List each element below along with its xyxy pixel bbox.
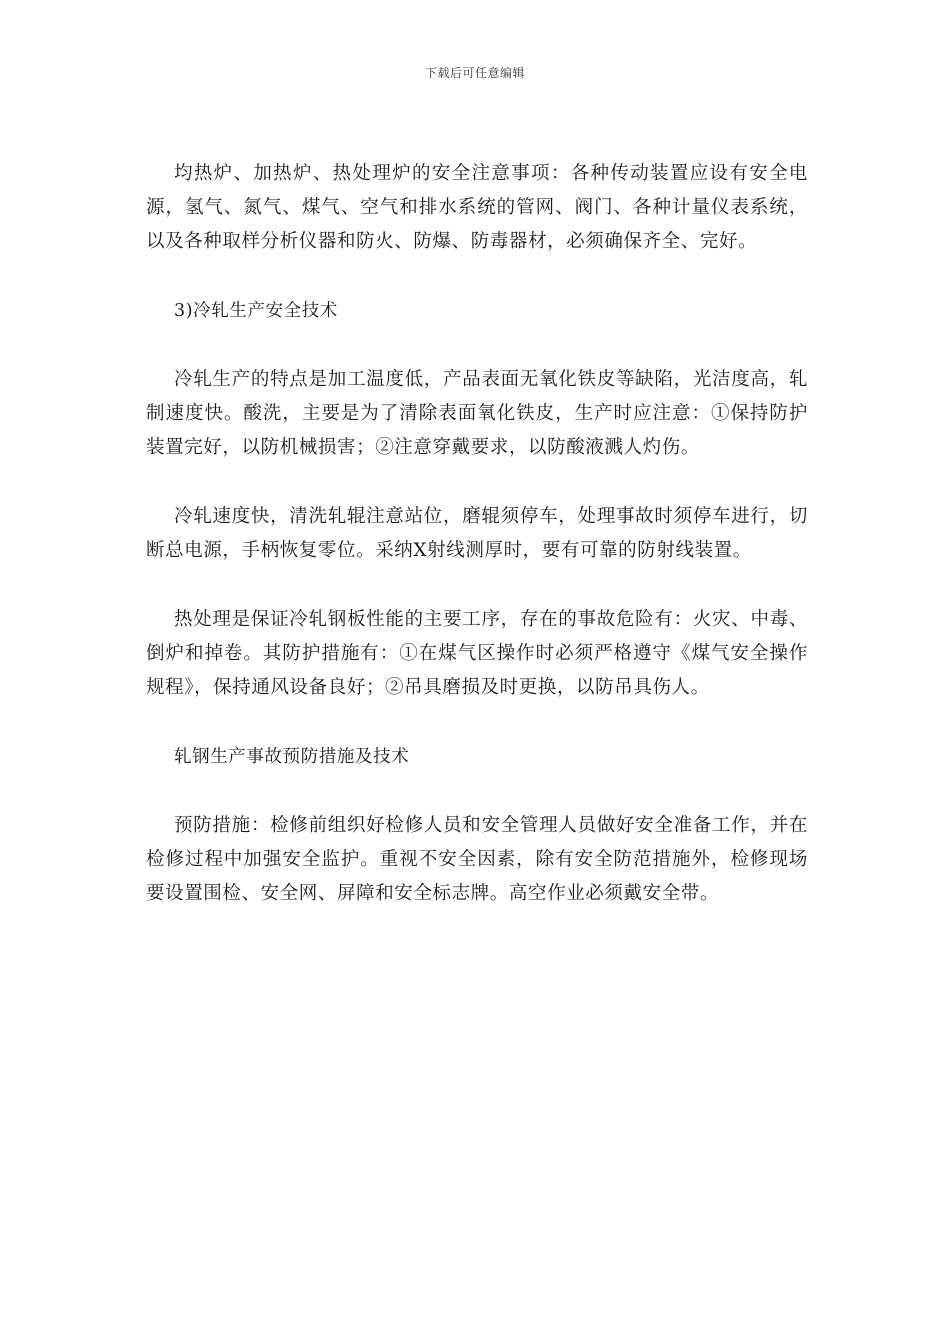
paragraph-furnace-safety: 均热炉、加热炉、热处理炉的安全注意事项：各种传动装置应设有安全电源，氢气、氮气、煤气、空气和排水系统的管网、阀门、各种计量仪表系统，以及各种取样分析仪器和防火、防爆、防毒器材，必须确保齐全、完好。 — [146, 163, 808, 252]
paragraph-cold-rolling-features: 冷轧生产的特点是加工温度低，产品表面无氧化铁皮等缺陷，光洁度高，轧制速度快。酸洗，主要是为了清除表面氧化铁皮，生产时应注意：①保持防护装置完好，以防机械损害；②注意穿戴要求，以防酸液溅人灼伤。 — [146, 369, 808, 458]
document-body — [146, 157, 808, 911]
section-heading-accident-prevention: 轧钢生产事故预防措施及技术 — [174, 747, 410, 767]
paragraph-cold-rolling-speed: 冷轧速度快，清洗轧辊注意站位，磨辊须停车，处理事故时须停车进行，切断总电源，手柄恢复零位。采纳X射线测厚时，要有可靠的防射线装置。 — [146, 506, 808, 561]
page-header: 下载后可任意编辑 — [424, 66, 525, 80]
paragraph-heat-treatment: 热处理是保证冷轧钢板性能的主要工序，存在的事故危险有：火灾、中毒、倒炉和掉卷。其防护措施有：①在煤气区操作时必须严格遵守《煤气安全操作规程》，保持通风设备良好；②吊具磨损及时更换，以防吊具伤人。 — [146, 609, 808, 698]
paragraph-prevention-measures: 预防措施：检修前组织好检修人员和安全管理人员做好安全准备工作，并在检修过程中加强安全监护。重视不安全因素，除有安全防范措施外，检修现场要设置围检、安全网、屏障和安全标志牌。高空作业必须戴安全带。 — [146, 815, 808, 904]
section-heading-cold-rolling: 3)冷轧生产安全技术 — [174, 301, 338, 321]
